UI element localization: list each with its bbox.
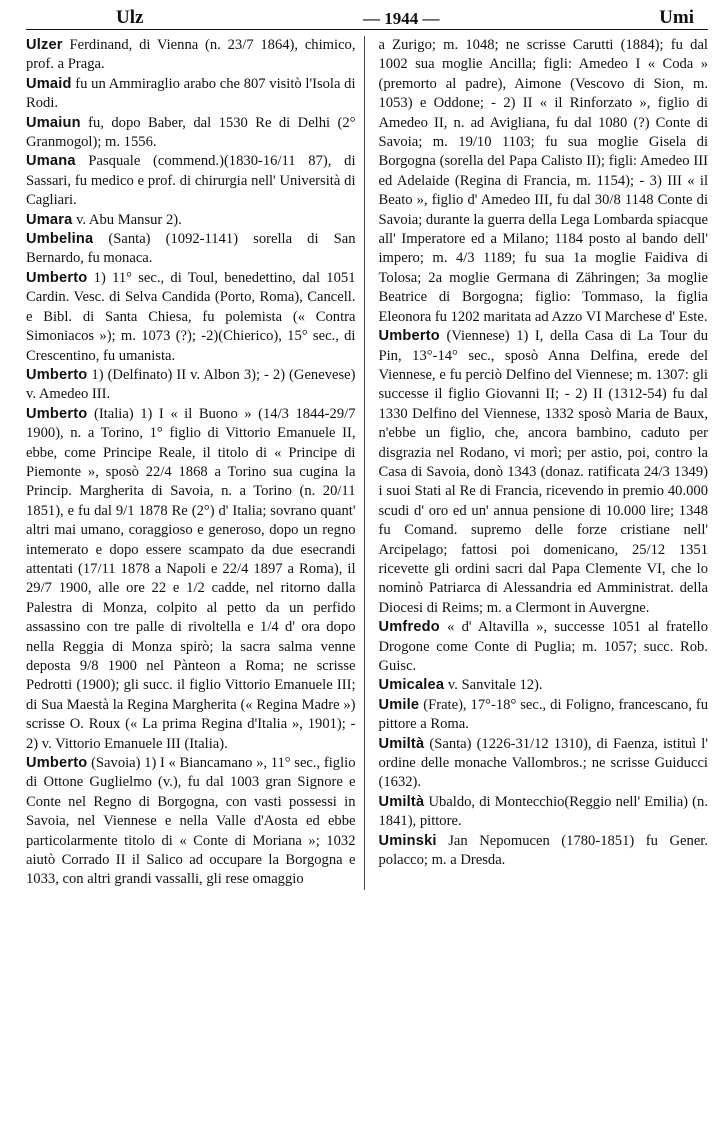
entry-text: a Zurigo; m. 1048; ne scrisse Carutti (1884); fu dal 1002 sua moglie Ancilla; figli: Amedeo I « Coda » (premorto al padre), Aimone (Vescovo di Sion, m. 1053) e Oddone; - 2) II « il Rinforzato », figlio di Amedeo II, n. ad Avigliana, fu dal 1080 (?) Conte di Savoia; m. 19/10 1103; fu sua moglie Gisela di Borgogna (sorella del Papa Calisto II); figli: Amedeo III ed Adelaide (Regina di Francia, m. 1154); - 3) III « il Beato », figlio d' Amedeo III, fu dal 30/8 1148 Conte di Savoia; durante la guerra della Lega Lombarda spiacque all' Imperatore ed a Milano; 1184 posto al bando dell' impero; m. 4/3 1189; fu sua 1a moglie Faidiva di Tolosa; 2a moglie Germana di Zähringen; 3a moglie Beatrice di Borgogna; figlio: Tommaso, la figlia Eleonora fu 1202 maritata ad Azzo VI Marchese d' Este. [378, 37, 708, 325]
entry-text: (Viennese) 1) I, della Casa di La Tour du Pin, 13°-14° sec., sposò Anna Delfina, erede del Viennese, e fu perciò Delfino del Viennese; m. 1307: gli successe il figlio Giovanni II; - 2) II (1312-54) fu dal 1330 Delfino del Viennese, 1332 sposò Maria de Baux, n'ebbe un figlio, che, ancora bambino, caduto per disgrazia nel Rodano, vi morì; per astio, poi, contro la Casa di Savoia, donò 1343 (donaz. ratificata 24/3 1349) i suoi Stati al Re di Francia, ricevendo in premio 40.000 scudi d' oro ed un' annua pensione di 10.000 lire; 1348 fu Comand. supremo delle forze cristiane nell' Arcipelago; fattosi poi domenicano, 25/12 1351 ricevette gli ordini sacri dal Papa Clemente VI, che lo nominò Patriarca di Alessandria ed Amministrat. della Diocesi di Reims; m. a Clermont in Auvergne. [378, 328, 708, 616]
left-column [26, 36, 365, 890]
entry-umberto-toul [26, 269, 356, 366]
entry-umfredo [379, 618, 709, 676]
entry-umberto-savoia [26, 754, 356, 890]
entry-umaiun [26, 114, 356, 153]
page-header [26, 4, 708, 30]
headword: Umberto [26, 269, 88, 286]
headword: Umberto [26, 366, 88, 383]
entry-text: (Santa) (1226-31/12 1310), di Faenza, istituì l' ordine delle monache Vallombros.; ne scrisse Guiducci (1632). [378, 735, 708, 791]
entry-umara [26, 211, 356, 230]
entry-text: v. Sanvitale 12). [444, 677, 543, 694]
entry-umberto-italia [26, 405, 356, 754]
entry-uminski [379, 832, 709, 871]
headword: Umicalea [378, 677, 445, 694]
header-right-keyword: Umi [659, 7, 694, 28]
entry-text: Ubaldo, di Montecchio(Reggio nell' Emilia) (n. 1841), pittore. [378, 793, 708, 830]
entry-text: 1) 11° sec., di Toul, benedettino, dal 1051 Cardin. Vesc. di Selva Candida (Porto, Roma), Cancell. e Bibl. di Santa Chiesa, fu polemista (« Contra Simoniacos »); m. 1073 (?); -2)(Chierico), 15° sec., di Crescentino, fu umanista. [26, 269, 356, 364]
page-number: — 1944 — [363, 9, 440, 28]
headword: Umana [26, 153, 76, 170]
entry-text: 1) (Delfinato) II v. Albon 3); - 2) (Genevese) v. Amedeo III. [26, 366, 356, 403]
entry-umana [26, 152, 356, 210]
headword: Umaid [26, 75, 72, 92]
header-left-keyword: Ulz [116, 7, 144, 28]
headword: Umile [378, 696, 420, 713]
entry-umile [379, 696, 709, 735]
entry-text: (Frate), 17°-18° sec., di Foligno, francescano, fu pittore a Roma. [378, 696, 708, 733]
entry-umilta-santa [379, 735, 709, 793]
entry-text: Jan Nepomucen (1780-1851) fu Gener. polacco; m. a Dresda. [378, 832, 708, 869]
headword: Uminski [378, 832, 437, 849]
entry-umberto-delfinato [26, 366, 356, 405]
headword: Umbelina [26, 231, 94, 248]
headword: Umaiun [26, 114, 81, 131]
headword: Umara [26, 211, 73, 228]
entry-text: fu, dopo Baber, dal 1530 Re di Delhi (2° Granmogol); m. 1556. [26, 114, 356, 151]
entry-umaid [26, 75, 356, 114]
right-column [379, 36, 709, 890]
entry-umbelina [26, 230, 356, 269]
entry-text: v. Abu Mansur 2). [72, 211, 182, 228]
entry-text: (Santa) (1092-1141) sorella di San Bernardo, fu monaca. [26, 231, 356, 267]
entry-text: « d' Altavilla », successe 1051 al fratello Drogone come Conte di Puglia; m. 1057; succ. Rob. Guisc. [378, 619, 708, 674]
entry-umilta-ubaldo [379, 793, 709, 832]
entry-umicalea [379, 676, 709, 695]
entry-text: (Italia) 1) I « il Buono » (14/3 1844-29/7 1900), n. a Torino, 1° figlio di Vittorio Emanuele II, ebbe, come Principe Reale, il titolo di « Principe di Piemonte », sposò 22/4 1868 a Torino sua cugina la Princip. Margherita di Savoia, n. a Torino (n. 20/11 1851), e fu dal 9/1 1878 Re (2°) d' Italia; sovrano quant' altri mai umano, coraggioso e generoso, dopo un regno intemerato e dopo essere scampato da due esecrandi attentati (17/11 1878 a Napoli e 22/4 1897 a Roma), il 29/7 1900, alle ore 22 e 1/2 cadde, nel ritorno dalla Palestra di Monza, colpito al petto da un perfido assassino con tre palle di rivoltella e 1/4 d' ora dopo nella Reggia di Monza spirò; la sacra salma venne deposta 9/8 1900 nel Pànteon a Roma; ne scrisse Pedrotti (1900); gli succ. il figlio Vittorio Emanuele III; di Sua Maestà la Regina Margherita (« Regina Madre ») scrisse O. Roux (« La prima Regina d'Italia », 1901); - 2) v. Vittorio Emanuele III (Italia). [26, 405, 356, 752]
headword: Umberto [26, 405, 88, 422]
entry-text: fu un Ammiraglio arabo che 807 visitò l'Isola di Rodi. [26, 75, 356, 112]
entry-umberto-viennese [379, 327, 709, 618]
entry-ulzer [26, 36, 356, 75]
headword: Umberto [378, 328, 440, 345]
headword: Umberto [26, 755, 88, 772]
entry-umberto-savoia-continued [379, 36, 709, 327]
columns [26, 36, 708, 890]
headword: Umiltà [378, 793, 425, 810]
headword: Umiltà [378, 735, 425, 752]
entry-text: (Savoia) 1) I « Biancamano », 11° sec., figlio di Ottone Guglielmo (v.), fu dal 1003 gran Signore e Conte nel Regno di Borgogna, con vasti possessi in Savoia, nel Viennese e nella Valle d'Aosta ed ebbe particolarmente titolo di « Conte di Moriana »; 1032 aiutò Corrado II il Salico ad occupare la Borgogna e 1033, con altri grandi vassalli, gli rese omaggio [26, 755, 356, 888]
headword: Ulzer [26, 37, 63, 53]
entry-text: Ferdinand, di Vienna (n. 23/7 1864), chimico, prof. a Praga. [26, 37, 356, 73]
headword: Umfredo [378, 619, 440, 636]
entry-text: Pasquale (commend.)(1830-16/11 87), di Sassari, fu medico e prof. di chirurgia nell' Università di Cagliari. [26, 153, 356, 209]
